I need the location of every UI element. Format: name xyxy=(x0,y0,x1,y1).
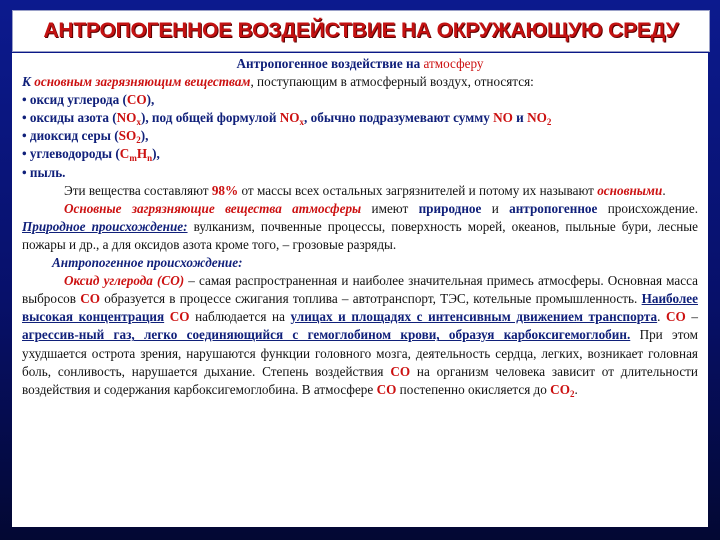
paragraph-origin: Основные загрязняющие вещества атмосферы имеют природное и антропогенное происхождение. Природное происхождение: вулканизм, почвенные процессы, поверхность морей, океанов, пыльные бури, лесные пожары и др., а для оксидов азота кроме того, – грозовые разряды. xyxy=(22,200,699,252)
anthropogenic-heading: Антропогенное происхождение: xyxy=(52,255,243,271)
paragraph-co: Оксид углерода (CO) – самая распространенная и наиболее значительная примесь атмосферы. Основная масса выбросов CO образуется в процессе сжигания топлива – автотранспорт, ТЭС, котельные промышленность. Наиболее высокая концентрация CO наблюдается на улицах и площадях с интенсивным движением транспорта. CO – агрессив-ный газ, легко соединяющийся с гемоглобином крови, образуя карбоксигемоглобин. При этом ухудшается острота зрения, нарушаются функции головного мозга, деятельность сердца, легких, возникает головная боль, сонливость, нарушается дыхание. Степень воздействия CO на организм человека зависит от длительности воздействия и содержания карбоксигемоглобина. В атмосфере CO постепенно окисляется до $CO_2$. xyxy=(22,273,698,399)
page-title-box xyxy=(12,10,710,52)
bullet-nox: • оксиды азота $(NO_x)$, под общей формулой $NO_x$, обычно подразумевают сумму NO и $NO_2$ xyxy=(22,110,552,128)
bullet-hydrocarbons: • углеводороды $(C_mH_n)$, xyxy=(22,146,160,164)
content-panel xyxy=(12,53,708,527)
intro-line: К основным загрязняющим веществам, поступающим в атмосферный воздух, относятся: xyxy=(22,74,534,90)
bullet-co: • оксид углерода (CO), xyxy=(22,92,155,108)
page-title: АНТРОПОГЕННОЕ ВОЗДЕЙСТВИЕ НА ОКРУЖАЮЩУЮ СРЕДУ xyxy=(43,19,679,42)
paragraph-share: Эти вещества составляют 98% от массы всех остальных загрязнителей и потому их называют основными. xyxy=(64,182,666,198)
bullet-dust: • пыль. xyxy=(22,164,66,180)
main-polluters-term: основным загрязняющим веществам xyxy=(34,74,251,90)
bullet-so2: • диоксид серы $(SO_2)$, xyxy=(22,128,149,146)
section-subtitle: Антропогенное воздействие на атмосферу xyxy=(236,56,484,71)
